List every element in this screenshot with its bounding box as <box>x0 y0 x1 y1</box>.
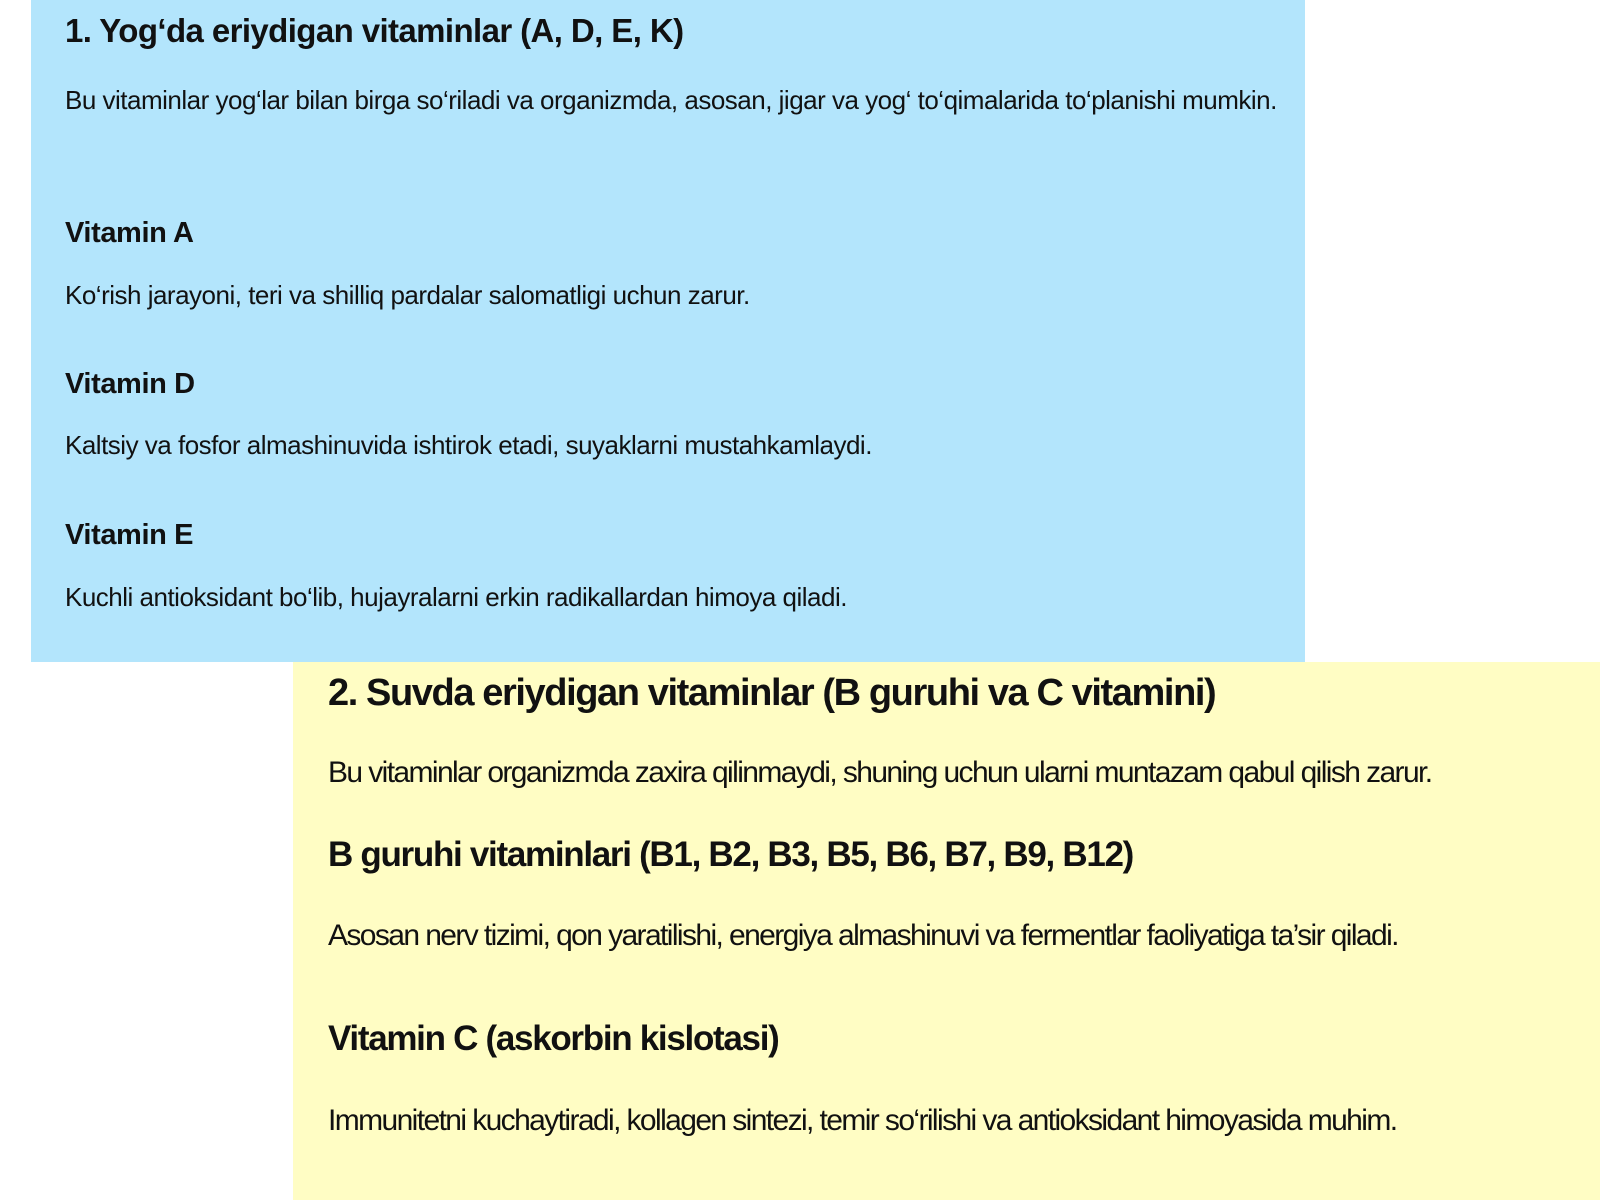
section-intro: Bu vitaminlar yog‘lar bilan birga so‘riladi va organizmda, asosan, jigar va yog‘ to‘qimalarida to‘planishi mumkin. <box>65 85 1277 115</box>
water-soluble-section <box>293 662 1600 1200</box>
vitamin-c-description: Immunitetni kuchaytiradi, kollagen sintezi, temir so‘rilishi va antioksidant himoyasida muhim. <box>328 1104 1397 1137</box>
vitamin-d-description: Kaltsiy va fosfor almashinuvida ishtirok etadi, suyaklarni mustahkamlaydi. <box>65 430 872 460</box>
vitamin-a-heading: Vitamin A <box>65 217 194 249</box>
vitamin-b-group-description: Asosan nerv tizimi, qon yaratilishi, energiya almashinuvi va fermentlar faoliyatiga ta’sir qiladi. <box>328 919 1398 952</box>
section-title: 2. Suvda eriydigan vitaminlar (B guruhi va C vitamini) <box>328 672 1216 714</box>
fat-soluble-section <box>31 0 1305 662</box>
vitamin-e-description: Kuchli antioksidant bo‘lib, hujayralarni erkin radikallardan himoya qiladi. <box>65 582 847 612</box>
vitamin-d-heading: Vitamin D <box>65 368 195 400</box>
vitamin-c-heading: Vitamin C (askorbin kislotasi) <box>328 1019 779 1058</box>
section-intro: Bu vitaminlar organizmda zaxira qilinmaydi, shuning uchun ularni muntazam qabul qilish zarur. <box>328 756 1432 789</box>
vitamin-a-description: Ko‘rish jarayoni, teri va shilliq pardalar salomatligi uchun zarur. <box>65 280 750 310</box>
vitamin-e-heading: Vitamin E <box>65 519 194 551</box>
vitamin-b-group-heading: B guruhi vitaminlari (B1, B2, B3, B5, B6, B7, B9, B12) <box>328 835 1134 874</box>
section-title: 1. Yog‘da eriydigan vitaminlar (A, D, E, K) <box>65 12 684 49</box>
